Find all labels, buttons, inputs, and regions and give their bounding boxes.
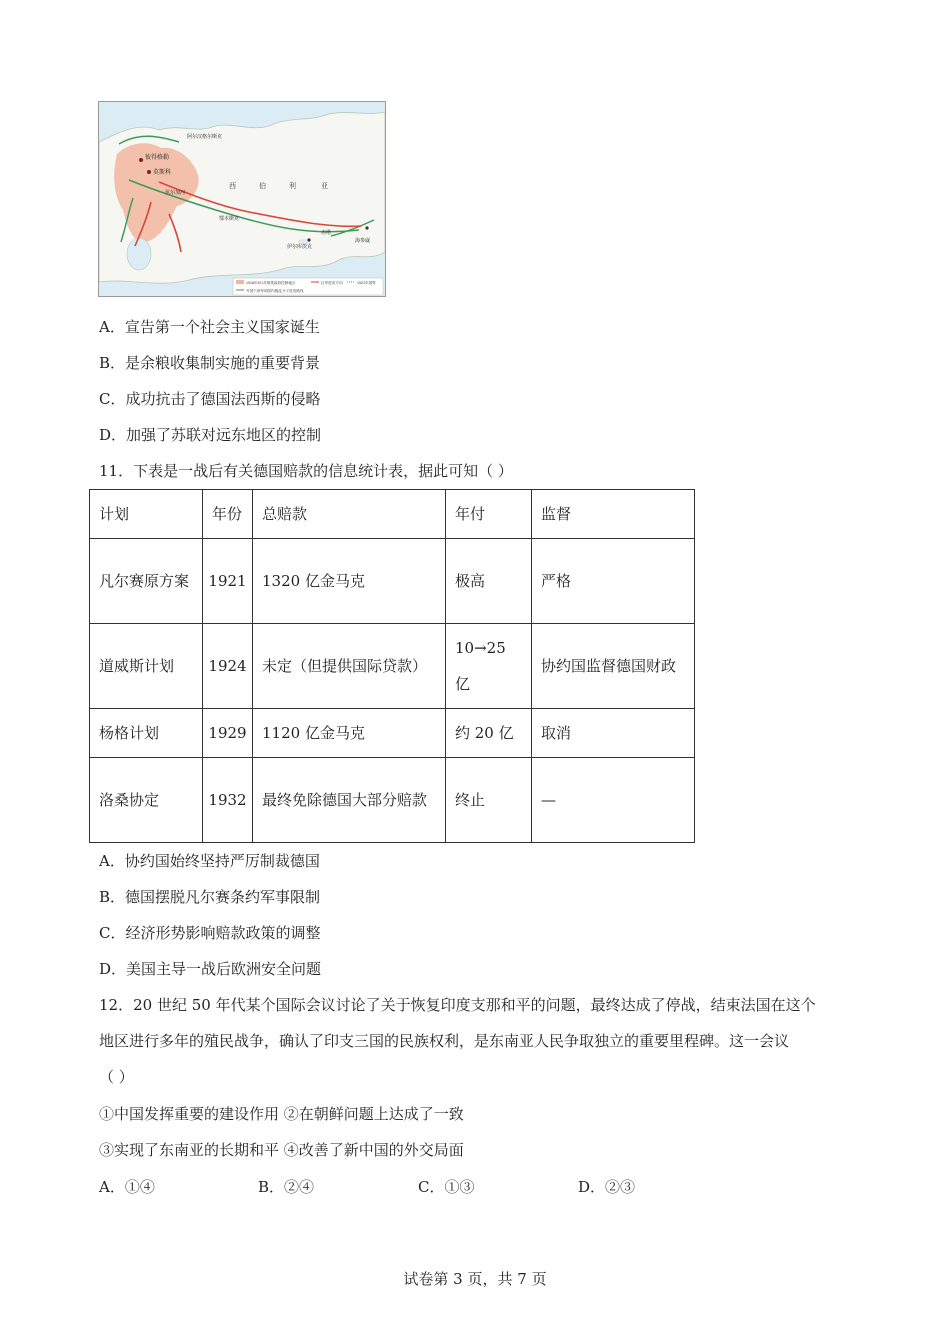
map-legend-entry: 1921年国界 <box>357 281 376 285</box>
map-label: 彼得格勒 <box>145 155 170 161</box>
table-cell: 1120 亿金马克 <box>253 709 446 758</box>
q10-option-c[interactable]: C．成功抗击了德国法西斯的侵略 <box>99 390 321 408</box>
table-cell: 极高 <box>446 539 532 624</box>
q12-option-d[interactable]: D．②③ <box>578 1178 636 1196</box>
table-cell: 1921 <box>203 539 253 624</box>
table-cell: 1929 <box>203 709 253 758</box>
map-label: 阿尔汉格尔斯克 <box>187 134 223 140</box>
table-row <box>90 624 695 709</box>
map-legend-entry: 外国干涉军和国内叛乱分子进攻路线 <box>246 289 304 293</box>
map-label: 利 <box>289 183 296 190</box>
table-cell: 10→25 亿 <box>446 624 532 709</box>
map-label: 伏尔加河 <box>165 190 186 196</box>
table-cell: — <box>532 758 695 843</box>
q12-stem-line: 地区进行多年的殖民战争，确认了印支三国的民族权利，是东南亚人民争取独立的重要里程碑。这一会议 <box>99 1032 790 1050</box>
table-cell: 1320 亿金马克 <box>253 539 446 624</box>
reparations-table <box>89 489 695 843</box>
q11-option-c[interactable]: C．经济形势影响赔款政策的调整 <box>99 924 321 942</box>
map-label: 亚 <box>321 183 328 190</box>
russia-civil-war-map <box>98 101 386 297</box>
table-header-row <box>90 490 695 539</box>
map-city-dot <box>139 158 143 162</box>
table-cell: 约 20 亿 <box>446 709 532 758</box>
table-cell: 最终免除德国大部分赔款 <box>253 758 446 843</box>
table-cell: 洛桑协定 <box>90 758 203 843</box>
q11-option-b[interactable]: B．德国摆脱凡尔赛条约军事限制 <box>99 888 321 906</box>
table-row <box>90 758 695 843</box>
table-cell: 严格 <box>532 539 695 624</box>
map-label: 莫斯科 <box>153 170 172 176</box>
map-city-dot <box>365 226 368 229</box>
table-row <box>90 709 695 758</box>
q12-items: ③实现了东南亚的长期和平 ④改善了新中国的外交局面 <box>99 1141 464 1159</box>
table-cell: 1924 <box>203 624 253 709</box>
map-label: 海参崴 <box>355 238 371 244</box>
table-cell: 1932 <box>203 758 253 843</box>
q12-option-c[interactable]: C．①③ <box>418 1178 475 1196</box>
table-header: 监督 <box>532 490 695 539</box>
map-label: 赤塔 <box>321 230 332 236</box>
q11-option-d[interactable]: D．美国主导一战后欧洲安全问题 <box>99 960 322 978</box>
table-header: 年付 <box>446 490 532 539</box>
q12-option-b[interactable]: B．②④ <box>258 1178 315 1196</box>
table-cell: 取消 <box>532 709 695 758</box>
map-graphic <box>99 102 385 296</box>
table-cell: 未定（但提供国际贷款） <box>253 624 446 709</box>
table-cell: 凡尔赛原方案 <box>90 539 203 624</box>
q10-option-a[interactable]: A．宣告第一个社会主义国家诞生 <box>99 318 320 336</box>
q12-items: ①中国发挥重要的建设作用 ②在朝鲜问题上达成了一致 <box>99 1105 464 1123</box>
q12-stem-line: 12．20 世纪 50 年代某个国际会议讨论了关于恢复印度支那和平的问题，最终达成了停战，结束法国在这个 <box>99 996 816 1014</box>
map-caspian-sea <box>127 238 151 270</box>
map-city-dot <box>307 238 310 241</box>
q11-stem: 11．下表是一战后有关德国赔款的信息统计表，据此可知（ ） <box>99 462 513 480</box>
map-label: 西 <box>229 183 236 190</box>
table-cell: 道威斯计划 <box>90 624 203 709</box>
q10-option-d[interactable]: D．加强了苏联对远东地区的控制 <box>99 426 322 444</box>
map-city-dot <box>147 170 151 174</box>
table-header: 总赔款 <box>253 490 446 539</box>
q12-stem-line: （ ） <box>99 1068 134 1086</box>
table-cell: 终止 <box>446 758 532 843</box>
map-label: 鄂木斯克 <box>219 216 240 222</box>
q11-option-a[interactable]: A．协约国始终坚持严厉制裁德国 <box>99 852 320 870</box>
q10-option-b[interactable]: B．是余粮收集制实施的重要背景 <box>99 354 321 372</box>
map-legend-entry: 1918年8月苏维埃政府控制地区 <box>246 281 296 285</box>
table-header: 计划 <box>90 490 203 539</box>
page-footer: 试卷第 3 页，共 7 页 <box>403 1270 547 1288</box>
map-legend-entry: 红军进攻方向 <box>321 281 343 285</box>
table-header: 年份 <box>203 490 253 539</box>
q12-option-a[interactable]: A．①④ <box>99 1178 155 1196</box>
map-label: 伊尔库茨克 <box>287 244 313 250</box>
table-cell: 协约国监督德国财政 <box>532 624 695 709</box>
map-label: 伯 <box>259 183 266 190</box>
table-row <box>90 539 695 624</box>
table-cell: 杨格计划 <box>90 709 203 758</box>
